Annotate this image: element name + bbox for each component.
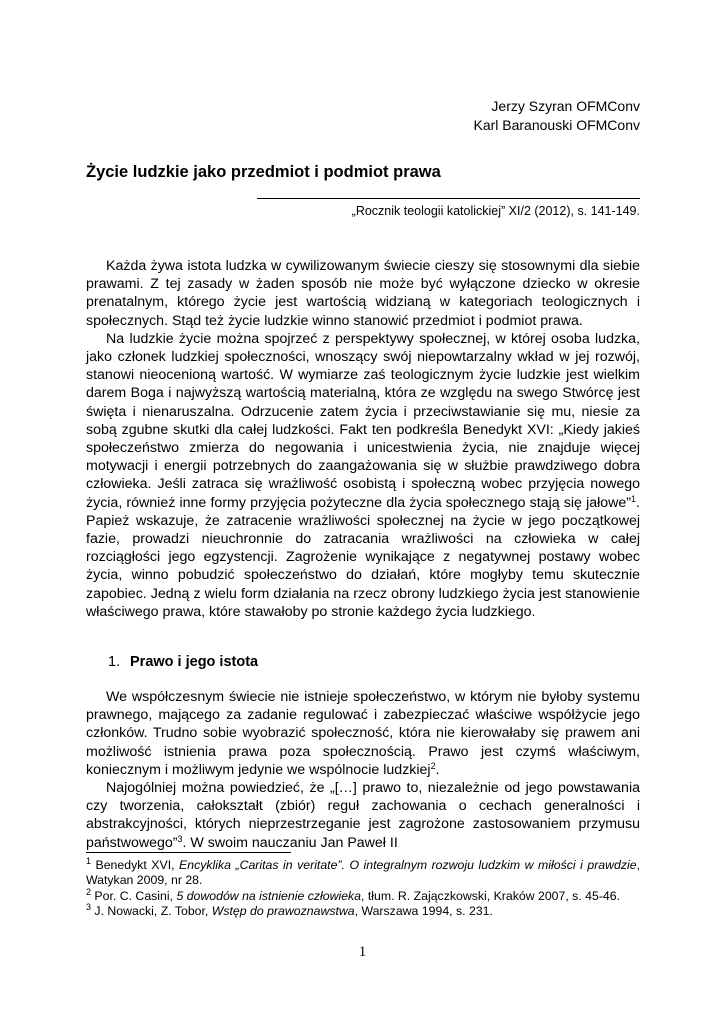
footnote-work-title: 5 dowodów na istnienie człowieka <box>176 888 362 903</box>
footnote-ref[interactable]: 1 <box>631 493 637 504</box>
footnote-number: 1 <box>86 856 92 866</box>
paragraph <box>86 779 640 852</box>
section-heading <box>108 654 258 670</box>
footnote-ref[interactable]: 2 <box>430 760 436 771</box>
source-divider <box>257 198 640 199</box>
footnote-work-title: Wstęp do prawoznawstwa <box>211 904 355 919</box>
section-title: Prawo i jego istota <box>130 654 259 670</box>
source-citation: „Rocznik teologii katolickiej” XI/2 (2012), s. 141-149. <box>351 204 640 218</box>
paragraph-text: Najogólniej można powiedzieć, że „[…] prawo to, niezależnie od jego powstawania czy tworzenia, całokształt (zbiór) reguł zachowania o cechach generalności i abstrakcyjności, których nieprzestrzeganie jest zagrożone zastosowaniem przymusu państwowego” <box>86 780 640 851</box>
intro-section <box>86 257 640 621</box>
footnote-ref[interactable]: 3 <box>177 833 183 844</box>
section-body <box>86 688 640 852</box>
footnote-text: , Watykan 2009, nr 28. <box>86 858 640 888</box>
section-number: 1. <box>108 654 121 670</box>
page-number: 1 <box>358 944 367 960</box>
footnote-text: , Warszawa 1994, s. 231. <box>354 904 493 919</box>
paragraph-text: We współczesnym świecie nie istnieje społeczeństwo, w którym nie byłoby systemu prawnego, mającego za zadanie regulować i zabezpieczać właściwe współżycie jego członków. Trudno sobie wyobrazić społeczność, która nie kierowałaby się prawem ani możliwość istnienia prawa poza społecznością. Prawo jest czymś właściwym, koniecznym i możliwym jedynie we wspólnocie ludzkiej <box>86 689 640 778</box>
author-name: Karl Baranouski OFMConv <box>473 117 640 133</box>
paragraph-text: . Papież wskazuje, że zatracenie wrażliwości społecznej na życie w jego początkowej fazie, prowadzi nieuchronnie do zatracania wrażliwości na człowieka w całej rozciągłości jego egzystencji. Zagrożenie wynikające z negatywnej postawy wobec życia, winno pobudzić społeczeństwo do działań, które mogłyby temu skutecznie zapobiec. Jedną z wielu form działania na rzecz obrony ludzkiego życia jest stanowienie właściwego prawa, które stawałoby po stronie każdego życia ludzkiego. <box>86 494 640 620</box>
footnote <box>86 904 640 919</box>
footnote <box>86 886 640 904</box>
paragraph-text: . <box>435 761 440 778</box>
paragraph <box>86 330 640 621</box>
footnote-work-title: Encyklika „Caritas in veritate”. O integralnym rozwoju ludzkim w miłości i prawdzie <box>179 858 637 872</box>
article-title: Życie ludzkie jako przedmiot i podmiot prawa <box>86 163 441 181</box>
footnote-number: 3 <box>86 902 92 913</box>
footnote-text: J. Nowacki, Z. Tobor, <box>91 904 212 919</box>
footnote-text: Benedykt XVI, <box>91 858 180 872</box>
footnote-divider <box>86 852 291 853</box>
paragraph <box>86 688 640 779</box>
paragraph: Każda żywa istota ludzka w cywilizowanym świecie cieszy się stosownymi dla siebie prawami. Z tej zasady w żaden sposób nie może być wyłączone dziecko w okresie prenatalnym, którego życie jest wartością widzianą w kategoriach teologicznych i społecznych. Stąd też życie ludzkie winno stanowić przedmiot i podmiot prawa. <box>86 258 640 329</box>
paragraph-text: Na ludzkie życie można spojrzeć z perspektywy społecznej, w której osoba ludzka, jako członek ludzkiej społeczności, wnoszący swój niepowtarzalny wkład w jej rozwój, stanowi nieocenioną wartość. W wymiarze zaś teologicznym życie ludzkie jest wielkim darem Boga i najwyższą wartością materialną, która ze względu na swego Stwórcę jest święta i nienaruszalna. Odrzucenie zatem życia i przeciwstawianie się mu, niesie za sobą zgubne skutki dla całej ludzkości. Fakt ten podkreśla Benedykt XVI: „Kiedy jakieś społeczeństwo zmierza do negowania i unicestwienia życia, nie znajduje więcej motywacji i energii potrzebnych do zaangażowania się w służbie prawdziwego dobra człowieka. Jeśli zatraca się wrażliwość osobistą i społeczną wobec przyjęcia nowego życia, również inne formy przyjęcia pożyteczne dla życia społecznego stają się jałowe” <box>86 330 640 511</box>
footnotes <box>86 858 640 920</box>
author-name: Jerzy Szyran OFMConv <box>491 98 640 114</box>
author-list <box>473 97 640 135</box>
footnote-number: 2 <box>86 886 92 897</box>
paragraph-text: . W swoim nauczaniu Jan Paweł II <box>182 834 398 851</box>
footnote <box>86 858 640 889</box>
footnote-text: , tłum. R. Zajączkowski, Kraków 2007, s. 45-46. <box>361 888 621 903</box>
footnote-text: Por. C. Casini, <box>91 888 177 903</box>
